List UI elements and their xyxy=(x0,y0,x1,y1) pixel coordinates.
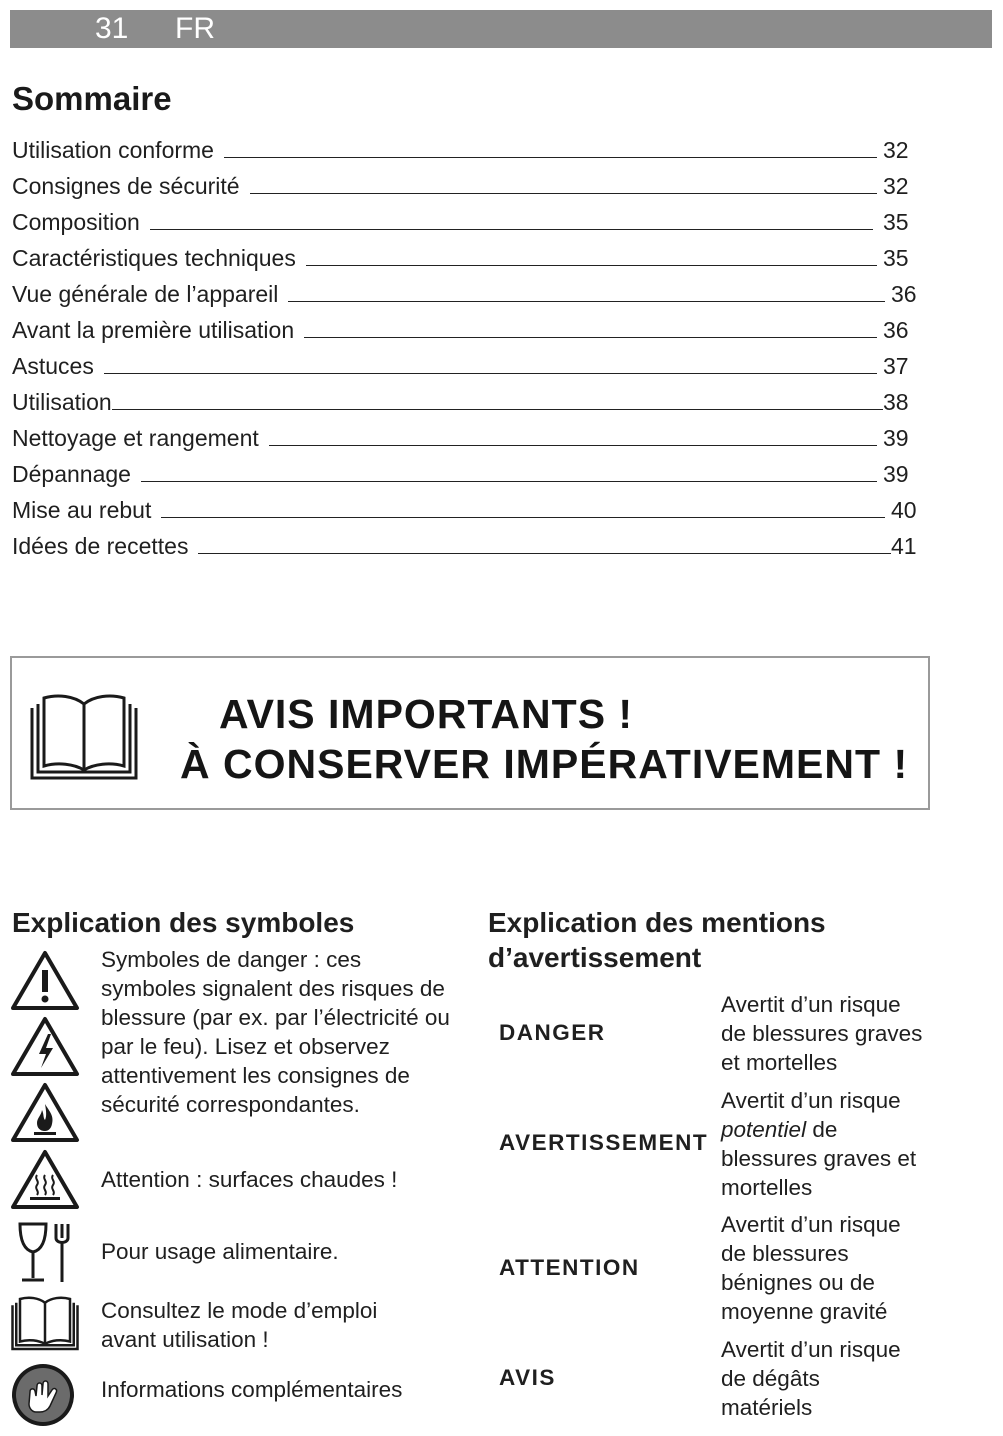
notice-heading-line-2: À CONSERVER IMPÉRATIVEMENT ! xyxy=(180,741,909,787)
toc-leader-line xyxy=(198,553,891,554)
toc-leader-line xyxy=(269,445,877,446)
toc-leader-line xyxy=(250,193,877,194)
toc-entry-page: 39 xyxy=(883,425,909,451)
info-hand-icon xyxy=(10,1362,76,1428)
toc-entry-label: Nettoyage et rangement xyxy=(12,425,259,451)
signal-desc-caution: Avertit d’un risque de blessures bénignes ou de moyenne gravité xyxy=(721,1212,901,1324)
language-code: FR xyxy=(175,12,215,45)
toc-entry[interactable] xyxy=(12,344,917,380)
signal-word-caution: ATTENTION xyxy=(499,1255,640,1280)
signal-desc-warning xyxy=(721,1086,931,1202)
toc-entry-label: Consignes de sécurité xyxy=(12,173,240,199)
table-of-contents xyxy=(12,128,917,560)
toc-entry-label: Caractéristiques techniques xyxy=(12,245,296,271)
food-use-text: Pour usage alimentaire. xyxy=(101,1239,339,1264)
read-manual-icon xyxy=(10,1292,80,1356)
signal-desc-notice: Avertit d’un risque de dégâts matériels xyxy=(721,1337,901,1420)
signal-desc-warning-part-1: Avertit d’un risque xyxy=(721,1088,901,1113)
toc-entry-page: 37 xyxy=(883,353,909,379)
toc-entry-label: Mise au rebut xyxy=(12,497,152,523)
toc-entry-label: Vue générale de l’appareil xyxy=(12,281,279,307)
toc-entry-page: 40 xyxy=(891,497,917,523)
toc-entry-page: 35 xyxy=(883,245,909,271)
toc-entry[interactable] xyxy=(12,308,917,344)
page-number: 31 xyxy=(95,12,129,45)
toc-leader-line xyxy=(141,481,877,482)
signal-desc-warning-part-2: de blessures graves et mortelles xyxy=(721,1117,917,1200)
toc-entry-label: Astuces xyxy=(12,353,94,379)
toc-leader-line xyxy=(306,265,877,266)
toc-entry-label: Utilisation xyxy=(12,389,112,415)
toc-entry-label: Dépannage xyxy=(12,461,131,487)
food-safe-icon xyxy=(10,1220,80,1286)
hot-surface-icon xyxy=(10,1149,80,1211)
toc-entry[interactable] xyxy=(12,488,917,524)
toc-entry[interactable] xyxy=(12,416,917,452)
toc-entry-page: 32 xyxy=(883,137,909,163)
signal-word-warning: AVERTISSEMENT xyxy=(499,1130,709,1155)
hot-surface-text: Attention : surfaces chaudes ! xyxy=(101,1167,398,1192)
signal-word-notice: AVIS xyxy=(499,1365,556,1390)
toc-leader-line xyxy=(304,337,877,338)
toc-entry-label: Composition xyxy=(12,209,140,235)
toc-leader-line xyxy=(161,517,885,518)
toc-entry[interactable] xyxy=(12,164,917,200)
toc-entry-page: 32 xyxy=(883,173,909,199)
toc-entry[interactable] xyxy=(12,452,917,488)
toc-entry-page: 35 xyxy=(883,209,909,235)
toc-entry[interactable] xyxy=(12,272,917,308)
signal-desc-danger: Avertit d’un risque de blessures graves et mortelles xyxy=(721,992,923,1075)
toc-entry-label: Avant la première utilisation xyxy=(12,317,295,343)
toc-entry[interactable] xyxy=(12,200,917,236)
toc-entry[interactable] xyxy=(12,524,917,560)
danger-symbols-text: Symboles de danger : ces symboles signalent des risques de blessure (par ex. par l’électricité ou par le feu). Lisez et observez attentivement les consignes de sécurité correspondantes. xyxy=(101,947,450,1117)
toc-leader-line xyxy=(288,301,885,302)
electric-hazard-icon xyxy=(10,1016,80,1078)
toc-entry-page: 36 xyxy=(891,281,917,307)
toc-title: Sommaire xyxy=(12,80,172,117)
manual-consult-text: Consultez le mode d’emploi avant utilisation ! xyxy=(101,1298,378,1352)
signal-desc-warning-italic: potentiel xyxy=(721,1117,807,1142)
toc-entry[interactable] xyxy=(12,236,917,272)
toc-leader-line xyxy=(104,373,877,374)
toc-entry-page: 39 xyxy=(883,461,909,487)
notice-heading-line-1: AVIS IMPORTANTS ! xyxy=(219,691,634,737)
toc-entry[interactable] xyxy=(12,128,917,164)
signal-word-danger: DANGER xyxy=(499,1020,606,1045)
toc-entry-label: Idées de recettes xyxy=(12,533,189,559)
important-notice-box xyxy=(10,656,930,810)
toc-entry-page: 36 xyxy=(883,317,909,343)
signal-words-section-title: Explication des mentions d’avertissement xyxy=(488,907,826,973)
toc-entry[interactable] xyxy=(12,380,917,416)
toc-entry-page: 41 xyxy=(891,533,917,559)
fire-hazard-icon xyxy=(10,1082,80,1144)
toc-leader-line xyxy=(150,229,873,230)
toc-leader-line xyxy=(224,157,877,158)
toc-leader-line xyxy=(112,409,883,410)
symbols-section-title: Explication des symboles xyxy=(12,907,355,938)
book-manual-icon xyxy=(28,692,140,784)
toc-entry-page: 38 xyxy=(883,389,909,415)
page-header-bar xyxy=(10,10,992,48)
warning-triangle-icon xyxy=(10,950,80,1012)
additional-info-text: Informations complémentaires xyxy=(101,1377,403,1402)
toc-entry-label: Utilisation conforme xyxy=(12,137,214,163)
